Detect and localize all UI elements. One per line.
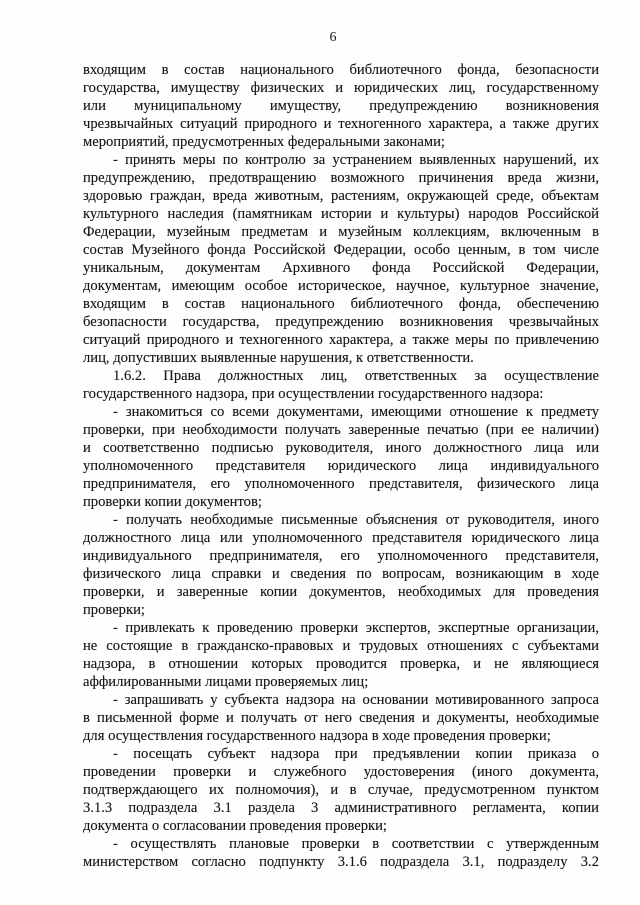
text-line: физического лица справки и сведения по вопросам, возникающим в ходе — [83, 566, 599, 582]
text-line: предупреждению, предотвращению возможного причинения вреда жизни, — [83, 170, 599, 186]
paragraph — [83, 835, 599, 871]
paragraph — [83, 745, 599, 835]
text-line: уникальным, документам Архивного фонда Российской Федерации, — [83, 260, 599, 276]
text-line: культурного наследия (памятникам истории и культуры) народов Российской — [83, 206, 599, 222]
text-line: проверки, и заверенные копии документов, необходимых для проведения — [83, 584, 599, 600]
text-line: подтверждающего их полномочия), и в случае, предусмотренном пунктом — [83, 782, 599, 798]
text-line: безопасности государства, предупреждению возникновения чрезвычайных — [83, 314, 599, 330]
paragraph — [83, 367, 599, 403]
text-line: проведении проверки и служебного удостоверения (иного документа, — [83, 764, 599, 780]
text-line: - запрашивать у субъекта надзора на основании мотивированного запроса — [113, 692, 599, 708]
text-line: 1.6.2. Права должностных лиц, ответственных за осуществление — [113, 368, 599, 384]
text-line: - привлекать к проведению проверки экспертов, экспертные организации, — [113, 620, 599, 636]
text-line: министерством согласно подпункту 3.1.6 подраздела 3.1, подразделу 3.2 — [83, 854, 599, 870]
paragraph — [83, 619, 599, 691]
text-line: входящим в состав национального библиотечного фонда, безопасности — [83, 62, 599, 78]
text-line: в письменной форме и получать от него сведения и документы, необходимые — [83, 710, 599, 726]
text-line: лиц, допустивших выявленные нарушения, к ответственности. — [83, 350, 474, 366]
text-line: - принять меры по контролю за устранением выявленных нарушений, их — [113, 152, 599, 168]
text-line: проверки копии документов; — [83, 494, 262, 510]
text-line: и соответственно подписью руководителя, иного должностного лица или — [83, 440, 599, 456]
paragraph — [83, 403, 599, 511]
text-line: 3.1.3 подраздела 3.1 раздела 3 административного регламента, копии — [83, 800, 599, 816]
text-line: - осуществлять плановые проверки в соответствии с утвержденным — [113, 836, 599, 852]
text-line: здоровью граждан, вреда животным, растениям, окружающей среде, объектам — [83, 188, 599, 204]
text-line: проверки; — [83, 602, 145, 618]
text-line: аффилированными лицами проверяемых лиц; — [83, 674, 369, 690]
page-number: 6 — [329, 30, 337, 45]
text-line: состав Музейного фонда Российской Федерации, особо ценным, в том числе — [83, 242, 599, 258]
text-line: индивидуального предпринимателя, его уполномоченного представителя, — [83, 548, 599, 564]
text-line: мероприятий, предусмотренных федеральными законами; — [83, 134, 445, 150]
text-line: документа о согласовании проведения проверки; — [83, 818, 387, 834]
text-line: - посещать субъект надзора при предъявлении копии приказа о — [113, 746, 599, 762]
text-line: не состоящие в гражданско-правовых и трудовых отношениях с субъектами — [83, 638, 599, 654]
text-line: для осуществления государственного надзора в ходе проведения проверки; — [83, 728, 551, 744]
paragraph — [83, 691, 599, 745]
paragraph — [83, 61, 599, 151]
text-line: чрезвычайных ситуаций природного и техногенного характера, а также других — [83, 116, 599, 132]
text-line: государства, имуществу физических и юридических лиц, государственному — [83, 80, 599, 96]
text-line: или муниципальному имуществу, предупреждению возникновения — [83, 98, 599, 114]
text-line: предпринимателя, его уполномоченного представителя, физического лица — [83, 476, 599, 492]
paragraph — [83, 511, 599, 619]
text-line: государственного надзора, при осуществлении государственного надзора: — [83, 386, 544, 402]
text-line: Федерации, музейным предметам и музейным коллекциям, включенным в — [83, 224, 599, 240]
text-line: - знакомиться со всеми документами, имеющими отношение к предмету — [113, 404, 599, 420]
paragraph — [83, 151, 599, 367]
text-line: документам, имеющим особое историческое, научное, культурное значение, — [83, 278, 599, 294]
text-line: уполномоченного представителя юридического лица индивидуального — [83, 458, 599, 474]
body-text — [83, 61, 599, 871]
text-line: - получать необходимые письменные объяснения от руководителя, иного — [113, 512, 599, 528]
text-line: должностного лица или уполномоченного представителя юридического лица — [83, 530, 599, 546]
text-line: надзора, в отношении которых проводится проверка, и не являющиеся — [83, 656, 599, 672]
text-line: проверки, при необходимости получать заверенные печатью (при ее наличии) — [83, 422, 599, 438]
text-line: ситуаций природного и техногенного характера, а также меры по привлечению — [83, 332, 599, 348]
text-line: входящим в состав национального библиотечного фонда, обеспечению — [83, 296, 599, 312]
